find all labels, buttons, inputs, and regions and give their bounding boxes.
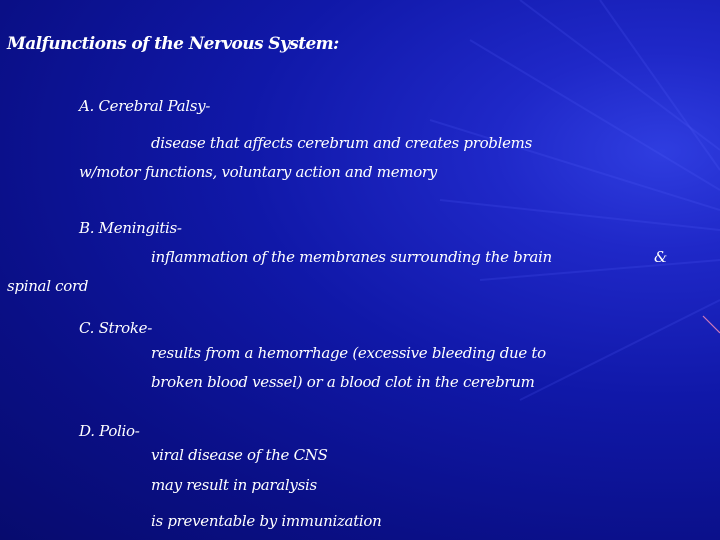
item-text: may result in paralysis bbox=[151, 476, 317, 494]
item-text: & bbox=[654, 248, 668, 266]
item-text: inflammation of the membranes surrounding the brain bbox=[151, 248, 552, 266]
item-text: spinal cord bbox=[7, 277, 89, 295]
item-text: broken blood vessel) or a blood clot in the cerebrum bbox=[151, 373, 535, 391]
item-text: results from a hemorrhage (excessive bleeding due to bbox=[151, 344, 546, 362]
item-heading-polio: D. Polio- bbox=[79, 422, 140, 440]
pink-accent-line bbox=[703, 316, 720, 333]
item-heading-stroke: C. Stroke- bbox=[79, 319, 153, 337]
item-text: is preventable by immunization bbox=[151, 512, 382, 530]
item-text: w/motor functions, voluntary action and memory bbox=[79, 163, 437, 181]
item-heading-cerebral-palsy: A. Cerebral Palsy- bbox=[79, 97, 211, 115]
item-text: viral disease of the CNS bbox=[151, 446, 328, 464]
item-heading-meningitis: B. Meningitis- bbox=[79, 219, 182, 237]
item-text: disease that affects cerebrum and creates problems bbox=[151, 134, 532, 152]
slide-title: Malfunctions of the Nervous System: bbox=[7, 34, 339, 54]
